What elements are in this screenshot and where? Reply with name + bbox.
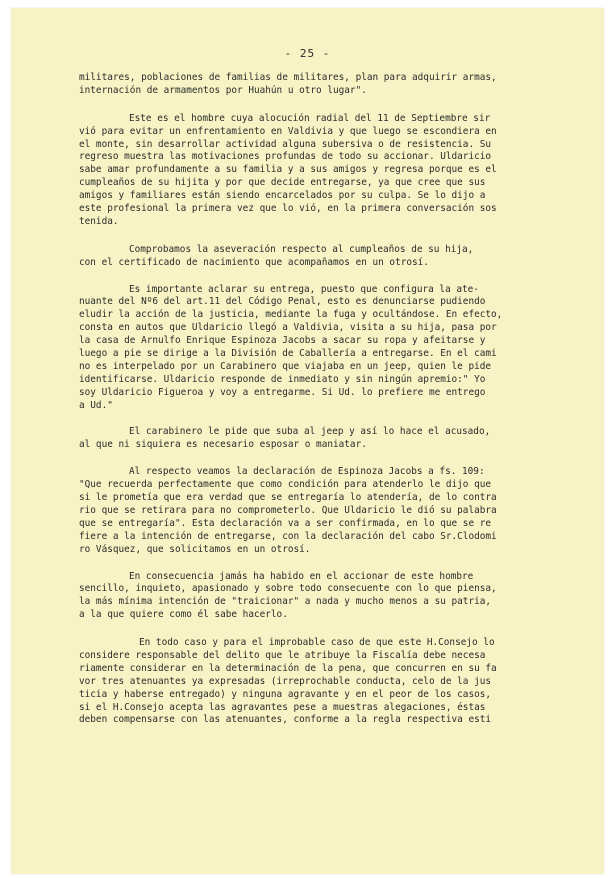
text-line: a Ud." (79, 399, 113, 411)
text-line: En consecuencia jamás ha habido en el accionar de este hombre (129, 570, 474, 582)
text-line: Es importante aclarar su entrega, puesto que configura la ate- (129, 283, 479, 295)
paragraph-5 (79, 426, 559, 452)
text-line: la más mínima intención de "traicionar" a nada y mucho menos a su patria, (79, 596, 492, 608)
text-line: nuante del Nº6 del art.11 del Código Penal, esto es denunciarse pudiendo (79, 296, 486, 308)
text-line: que se entregaría". Esta declaración va a ser confirmada, en lo que se re (79, 517, 492, 529)
paragraph-4 (79, 284, 559, 413)
text-line: rio que se retirara para no comprometerlo. Que Uldaricio le dió su palabra (79, 504, 497, 516)
document-page (11, 8, 604, 874)
text-line: considere responsable del delito que le atribuye la Fiscalía debe necesa (79, 649, 486, 661)
text-line: En todo caso y para el improbable caso de que este H.Consejo lo (139, 637, 495, 649)
text-line: deben compensarse con las atenuantes, conforme a la regla respectiva esti (79, 714, 492, 726)
text-line: si le prometía que era verdad que se entregaría lo atendería, de lo contra (79, 492, 497, 504)
text-line: el monte, sin desarrollar actividad alguna subersiva o de resistencia. Su (79, 138, 492, 150)
text-line: Al respecto veamos la declaración de Espinoza Jacobs a fs. 109: (129, 466, 485, 478)
text-line: vor tres atenuantes ya expresadas (irreprochable conducta, celo de la jus (79, 675, 492, 687)
text-line: Comprobamos la aseveración respecto al cumpleaños de su hija, (129, 243, 474, 255)
text-line: El carabinero le pide que suba al jeep y así lo hace el acusado, (129, 426, 491, 438)
page-number: - 25 - (284, 47, 331, 60)
paragraph-3 (79, 244, 559, 270)
text-line: riamente considerar en la determinación de la pena, que concurren en su fa (79, 662, 497, 674)
paragraph-7 (79, 571, 559, 623)
text-line: este profesional la primera vez que lo vió, en la primera conversación sos (79, 203, 497, 215)
text-line: sencillo, inquieto, apasionado y sobre todo consecuente con lo que piensa, (79, 583, 497, 595)
text-line: ro Vásquez, que solicitamos en un otrosí. (79, 543, 311, 555)
paragraph-8 (79, 637, 559, 727)
text-line: al que ni siquiera es necesario esposar o maniatar. (79, 439, 367, 451)
text-line: eludir la acción de la justicia, mediante la fuga y ocultándose. En efecto, (79, 309, 503, 321)
text-line: luego a pie se dirige a la División de Caballería a entregarse. En el cami (79, 348, 497, 360)
text-line: consta en autos que Uldaricio llegó a Valdivia, visita a su hija, pasa por (79, 322, 497, 334)
text-line: identificarse. Uldaricio responde de inmediato y sin ningún apremio:" Yo (79, 373, 486, 385)
text-line: la casa de Arnulfo Enrique Espinoza Jacobs a sacar su ropa y afeitarse y (79, 335, 486, 347)
text-line: sabe amar profundamente a su familia y a sus amigos y regresa porque es el (79, 164, 497, 176)
text-line: regreso muestra las motivaciones profundas de todo su accionar. Uldaricio (79, 151, 492, 163)
text-line: "Que recuerda perfectamente que como condición para atenderlo le dijo que (79, 479, 492, 491)
text-line: fiere a la intención de entregarse, con la declaración del cabo Sr.Clodomi (79, 530, 497, 542)
text-line: internación de armamentos por Huahún u otro lugar". (79, 84, 367, 96)
paragraph-6 (79, 466, 559, 556)
text-line: con el certificado de nacimiento que acompañamos en un otrosí. (79, 256, 429, 268)
text-line: no es interpelado por un Carabinero que viajaba en un jeep, quien le pide (79, 360, 492, 372)
document-body (79, 72, 559, 742)
text-line: soy Uldaricio Figueroa y voy a entregarme. Si Ud. lo prefiere me entrego (79, 386, 486, 398)
text-line: ticia y haberse entregado) y ninguna agravante y en el peor de los casos, (79, 688, 492, 700)
text-line: vió para evitar un enfrentamiento en Valdivia y que luego se escondiera en (79, 125, 497, 137)
text-line: amigos y familiares están siendo encarcelados por su culpa. Se lo dijo a (79, 190, 486, 202)
text-line: cumpleaños de su hijita y por que decide entregarse, ya que cree que sus (79, 177, 486, 189)
text-line: a la que quiere como él sabe hacerlo. (79, 609, 288, 621)
text-line: tenida. (79, 215, 119, 227)
text-line: si el H.Consejo acepta las agravantes pese a muestras alegaciones, éstas (79, 701, 486, 713)
paragraph-1 (79, 72, 559, 98)
text-line: militares, poblaciones de familias de militares, plan para adquirir armas, (79, 72, 497, 83)
paragraph-2 (79, 113, 559, 229)
text-line: Este es el hombre cuya alocución radial del 11 de Septiembre sir (129, 112, 491, 124)
